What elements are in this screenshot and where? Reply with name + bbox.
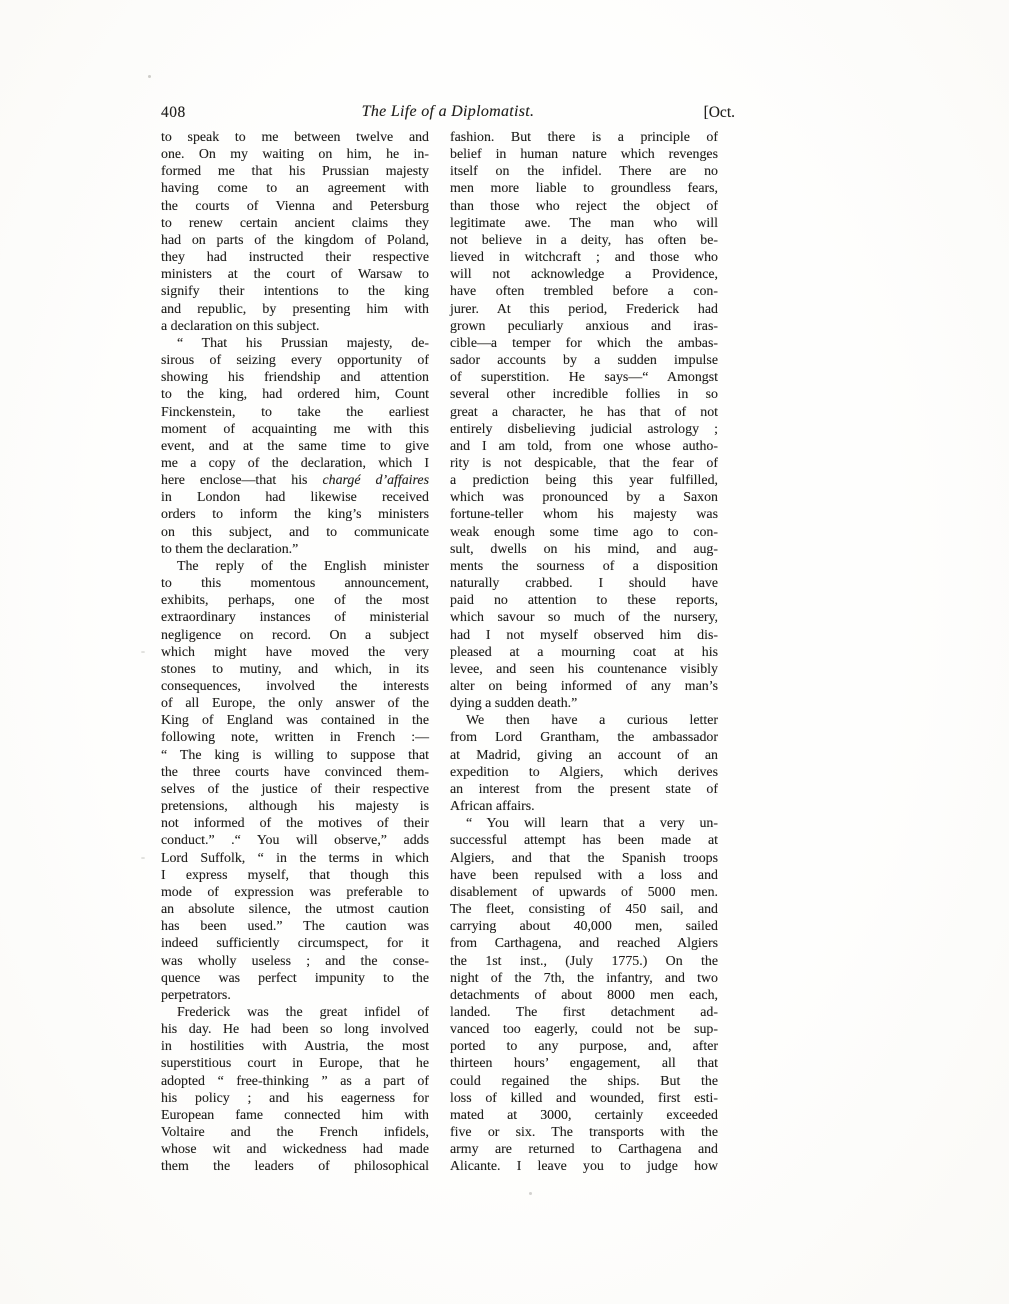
text-line: sult, dwells on his mind, and aug-	[450, 541, 718, 557]
text-line: The fleet, consisting of 450 sail, and	[450, 902, 718, 918]
text-line: “ The king is willing to suppose that	[161, 747, 429, 763]
text-line: fashion. But there is a principle of	[450, 130, 718, 145]
text-line: from Lord Grantham, the ambassador	[450, 730, 718, 746]
text-line: to them the declaration.”	[161, 541, 299, 557]
text-line: conduct.” .“ You will observe,” adds	[161, 833, 429, 849]
text-line: alter on being informed of any man’s	[450, 679, 718, 694]
text-line: in London had likewise received	[161, 490, 429, 506]
text-line: weak enough some time ago to con-	[450, 524, 718, 540]
text-line: an absolute silence, the utmost caution	[161, 902, 429, 918]
text-line: whose wit and wickedness had made	[161, 1142, 429, 1158]
text-line: and I am told, from one whose autho-	[450, 438, 718, 454]
text-line: me a copy of the declaration, which I	[161, 455, 429, 471]
text-line: moment of acquainting me with this	[161, 421, 429, 437]
text-line: lieved in witchcraft ; and those who	[450, 250, 718, 266]
text-line: stones to mutiny, and which, in its	[161, 661, 429, 677]
text-line: than those who reject the object of	[450, 198, 718, 214]
text-line: was wholly useless ; and the conse-	[161, 953, 429, 969]
text-line: the courts of Vienna and Petersburg	[161, 198, 429, 214]
text-line: at Madrid, giving an account of an	[450, 747, 718, 763]
text-line: men more liable to groundless fears,	[450, 181, 718, 197]
text-line: The reply of the English minister	[177, 558, 429, 574]
text-line: formed me that his Prussian majesty	[161, 164, 429, 180]
text-line: loss of killed and wounded, first esti-	[450, 1090, 718, 1106]
text-line: jurer. At this period, Frederick had	[450, 301, 718, 317]
text-line: belief in human nature which revenges	[450, 147, 718, 163]
text-line: entirely disbelieving judicial astrology ;	[450, 421, 718, 437]
text-line: rity is not despicable, that the fear of	[450, 455, 718, 471]
text-line: thirteen hours’ engagement, all that	[450, 1056, 718, 1072]
text-line: here enclose—that his chargé d’affaires	[161, 473, 429, 489]
text-line: a declaration on this subject.	[161, 318, 320, 334]
text-line: several other incredible follies in so	[450, 387, 718, 403]
left-column	[161, 129, 429, 1176]
text-line: of superstition. He says—“ Amongst	[450, 370, 718, 386]
italic-phrase: chargé d’affaires	[322, 473, 429, 489]
text-line: not informed of the motives of their	[161, 816, 429, 832]
text-line: his day. He had been so long involved	[161, 1022, 429, 1038]
text-line: sirous of seizing every opportunity of	[161, 353, 429, 369]
text-line: Alicante. I leave you to judge how	[450, 1159, 718, 1175]
text-line: from Carthagena, and reached Algiers	[450, 936, 718, 952]
text-line: Finckenstein, to take the earliest	[161, 404, 429, 420]
text-line: detachments of about 8000 men each,	[450, 987, 718, 1003]
text-line: them the leaders of philosophical	[161, 1159, 429, 1175]
text-line: European fame connected him with	[161, 1107, 429, 1123]
text-line: five or six. The transports with the	[450, 1125, 718, 1141]
text-line: they had instructed their respective	[161, 250, 429, 266]
text-line: signify their intentions to the king	[161, 284, 429, 300]
text-line: ministers at the court of Warsaw to	[161, 267, 429, 283]
text-line: perpetrators.	[161, 987, 231, 1003]
text-line: African affairs.	[450, 799, 535, 815]
text-line: to the king, had ordered him, Count	[161, 387, 429, 403]
text-line: have been repulsed with a loss and	[450, 867, 718, 883]
text-line: had I not myself observed him dis-	[450, 627, 718, 643]
text-line: in hostilities with Austria, the most	[161, 1039, 429, 1055]
text-line: fortune-teller whom his majesty was	[450, 507, 718, 523]
text-line: has been used.” The caution was	[161, 919, 429, 935]
text-line: army are returned to Carthagena and	[450, 1142, 718, 1158]
page-number: 408	[161, 104, 186, 121]
text-line: superstitious court in Europe, that he	[161, 1056, 429, 1072]
text-line: We then have a curious letter	[466, 713, 718, 729]
text-line: of all Europe, the only answer of the	[161, 696, 429, 712]
text-line: negligence on record. On a subject	[161, 627, 429, 643]
text-line: quence was perfect impunity to the	[161, 970, 429, 986]
text-line: sador accounts by a sudden impulse	[450, 353, 718, 369]
text-line: dying a sudden death.”	[450, 696, 578, 712]
text-line: King of England was contained in the	[161, 713, 429, 729]
text-line: to renew certain ancient claims they	[161, 215, 429, 231]
text-line: “ That his Prussian majesty, de-	[177, 335, 429, 351]
scan-speck	[148, 75, 151, 78]
text-line: expedition to Algiers, which derives	[450, 764, 718, 780]
text-line: have often trembled before a con-	[450, 284, 718, 300]
issue-label: [Oct.	[703, 104, 735, 121]
page-header	[161, 103, 735, 125]
text-line: orders to inform the king’s ministers	[161, 507, 429, 523]
text-line: an interest from the present state of	[450, 781, 718, 797]
text-line: grown peculiarly anxious and iras-	[450, 318, 718, 334]
text-line: disablement of upwards of 5000 men.	[450, 884, 718, 900]
text-line: to speak to me between twelve and	[161, 130, 429, 145]
text-line: a prediction being this year fulfilled,	[450, 473, 718, 489]
text-line: ments the sourness of a disposition	[450, 558, 718, 574]
text-line: which was pronounced by a Saxon	[450, 490, 718, 506]
text-line: exhibits, perhaps, one of the most	[161, 593, 429, 609]
text-line: one. On my waiting on him, he in-	[161, 147, 429, 163]
text-line: mated at 3000, certainly exceeded	[450, 1107, 718, 1123]
text-line: which might have moved the very	[161, 644, 429, 660]
text-line: I express myself, that though this	[161, 867, 429, 883]
text-line: indeed sufficiently circumspect, for it	[161, 936, 429, 952]
text-line: itself on the infidel. There are no	[450, 164, 718, 180]
text-line: his policy ; and his eagerness for	[161, 1090, 429, 1106]
text-line: mode of expression was preferable to	[161, 884, 429, 900]
text-line: the three courts have convinced them-	[161, 764, 429, 780]
text-line: ported to any purpose, and, after	[450, 1039, 718, 1055]
text-line: which savour so much of the nursery,	[450, 610, 718, 626]
text-line: Lord Suffolk, “ in the terms in which	[161, 850, 429, 866]
scan-speck	[141, 857, 145, 859]
text-line: extraordinary instances of ministerial	[161, 610, 429, 626]
text-line: Algiers, and that the Spanish troops	[450, 850, 718, 866]
text-line: could regained the ships. But the	[450, 1073, 718, 1089]
text-line: vanced too eagerly, could not be sup-	[450, 1022, 718, 1038]
text-line: “ You will learn that a very un-	[466, 816, 718, 832]
text-line: landed. The first detachment ad-	[450, 1004, 718, 1020]
text-line: pleased at a mourning coat at his	[450, 644, 718, 660]
text-line: paid no attention to these reports,	[450, 593, 718, 609]
text-line: and republic, by presenting him with	[161, 301, 429, 317]
text-line: selves of the justice of their respective	[161, 781, 429, 797]
text-line: the 1st inst., (July 1775.) On the	[450, 953, 718, 969]
text-line: consequences, involved the interests	[161, 679, 429, 694]
text-line: pretensions, although his majesty is	[161, 799, 429, 815]
text-line: event, and at the same time to give	[161, 438, 429, 454]
text-line: will not acknowledge a Providence,	[450, 267, 718, 283]
text-line: carrying about 40,000 men, sailed	[450, 919, 718, 935]
right-column	[450, 129, 718, 1176]
text-line: not believe in a deity, has often be-	[450, 232, 718, 248]
running-title: The Life of a Diplomatist.	[361, 103, 535, 120]
text-line: having come to an agreement with	[161, 181, 429, 197]
text-line: had on parts of the kingdom of Poland,	[161, 232, 429, 248]
text-line: Frederick was the great infidel of	[177, 1004, 429, 1020]
text-line: to this momentous announcement,	[161, 576, 429, 592]
text-line: cible—a temper for which the ambas-	[450, 335, 718, 351]
scan-speck	[529, 1192, 532, 1195]
text-line: naturally crabbed. I should have	[450, 576, 718, 592]
text-line: on this subject, and to communicate	[161, 524, 429, 540]
text-line: showing his friendship and attention	[161, 370, 429, 386]
text-line: Voltaire and the French infidels,	[161, 1125, 429, 1141]
scan-speck	[141, 651, 145, 653]
text-line: legitimate awe. The man who will	[450, 215, 718, 231]
text-line: adopted “ free-thinking ” as a part of	[161, 1073, 429, 1089]
text-line: following note, written in French :—	[161, 730, 429, 746]
text-line: night of the 7th, the infantry, and two	[450, 970, 718, 986]
text-line: successful attempt has been made at	[450, 833, 718, 849]
text-line: great a character, he has that of not	[450, 404, 718, 420]
text-line: levee, and seen his countenance visibly	[450, 661, 718, 677]
